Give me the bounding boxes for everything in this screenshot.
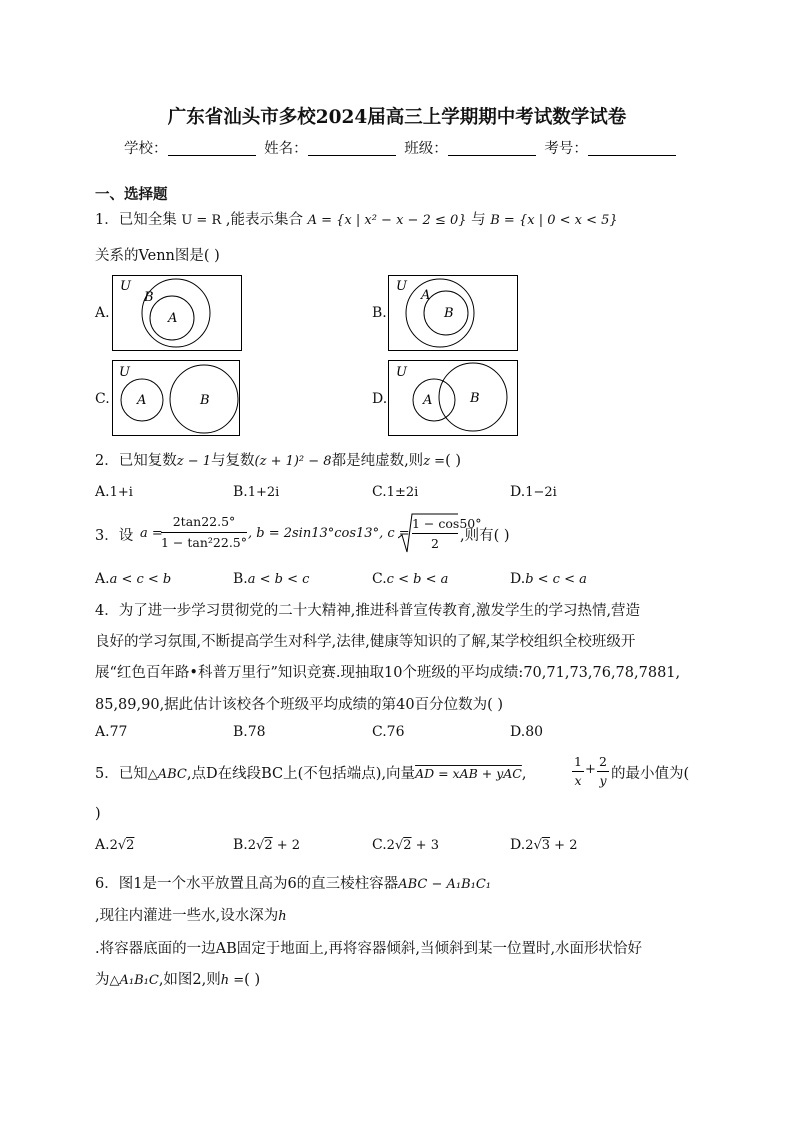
q2-expr-3: z = <box>423 454 446 469</box>
question-1-line-2: 关系的Venn图是( ) <box>95 248 220 264</box>
q1-text-mid: ,能表示集合 <box>225 212 303 228</box>
q5-tail-2: ) <box>95 806 101 822</box>
q5-option-c: C.2√2 + 3 <box>372 837 439 853</box>
question-6-line-1 <box>95 872 491 893</box>
q2-expr-2: (z + 1)² − 8 <box>254 454 332 469</box>
q2-text-2: 与复数 <box>211 453 255 469</box>
exam-number-label: 考号： <box>544 141 588 157</box>
q6-text-4b: ,如图2,则 <box>158 972 221 988</box>
q4-option-c: C.76 <box>372 724 405 740</box>
q5-frac1-bar <box>572 771 584 772</box>
q6-triangle: △A₁B₁C <box>109 973 159 988</box>
q2-text-3: 都是纯虚数,则 <box>331 453 424 469</box>
q5-option-b: B.2√2 + 2 <box>233 837 301 853</box>
q2-text-4: ( ) <box>445 453 461 469</box>
q4-option-d: D.80 <box>510 724 544 740</box>
question-2 <box>95 449 461 470</box>
q5-text-2: ,点D在线段BC上(不包括端点),向量 <box>186 766 416 782</box>
q3-option-a: A.a < c < b <box>95 571 172 587</box>
q4-option-a: A.77 <box>95 724 128 740</box>
q5-frac2-bar <box>597 771 609 772</box>
q5-option-d: D.2√3 + 2 <box>510 837 578 853</box>
question-4-line-2: 良好的学习氛围,不断提高学生对科学,法律,健康等知识的了解,某学校组织全校班级开 <box>95 634 636 650</box>
venn-c-label-a: A <box>137 393 147 408</box>
q6-h: h <box>278 909 287 924</box>
question-6-line-4 <box>95 968 260 989</box>
q6-prism: ABC − A₁B₁C₁ <box>398 877 491 892</box>
venn-d-label-u: U <box>396 365 407 380</box>
q3-a-fraction-bar <box>161 532 247 533</box>
q6-text-4c: ( ) <box>244 972 261 988</box>
question-6-line-3: .将容器底面的一边AB固定于地面上,再将容器倾斜,当倾斜到某一位置时,水面形状恰好 <box>95 941 643 957</box>
option-b-label: B. <box>372 305 387 321</box>
q5-vector-eq: AD = xAB + yAC <box>415 766 522 781</box>
q3-a-denominator: 1 − tan²22.5° <box>161 535 247 550</box>
venn-d-label-a: A <box>423 393 433 408</box>
q3-c-denominator: 2 <box>431 536 439 551</box>
q3-c-numerator: 1 − cos50° <box>412 516 482 531</box>
school-blank <box>168 141 256 156</box>
q2-option-c: C.1±2i <box>372 484 419 500</box>
q3-option-d: D.b < c < a <box>510 571 587 587</box>
q3-c-fraction-bar <box>412 533 458 534</box>
question-4-line-4: 85,89,90,据此估计该校各个班级平均成绩的第40百分位数为( ) <box>95 697 504 713</box>
q5-triangle: △ABC <box>147 767 187 782</box>
venn-b-label-outer: A <box>421 288 431 303</box>
q5-sep: , <box>521 766 527 782</box>
venn-diagram-a <box>112 275 242 351</box>
q2-option-a: A.1+i <box>95 484 133 500</box>
venn-diagram-b <box>388 275 518 351</box>
venn-a-label-outer: B <box>144 290 154 305</box>
q5-plus: + <box>585 762 596 777</box>
class-label: 班级： <box>404 141 448 157</box>
option-d-label: D. <box>372 391 388 407</box>
q6-h-eq: h = <box>220 973 245 988</box>
name-blank <box>308 141 396 156</box>
exam-number-blank <box>588 141 676 156</box>
q5-frac1-num: 1 <box>574 754 582 769</box>
venn-a-label-u: U <box>120 279 131 294</box>
question-3-lead: 3．设 <box>95 528 134 544</box>
venn-a-label-inner: A <box>168 311 178 326</box>
q2-option-b: B.1+2i <box>233 484 280 500</box>
q5-text-1: 5．已知 <box>95 766 148 782</box>
q3-b-expr: , b = 2sin13°cos13°, c = <box>248 526 410 541</box>
question-6-line-2 <box>95 904 287 925</box>
q5-tail: 的最小值为( <box>611 766 690 782</box>
option-c-label: C. <box>95 391 110 407</box>
q3-a-numerator: 2tan22.5° <box>172 514 236 529</box>
question-5 <box>95 762 526 783</box>
q2-text-1: 2．已知复数 <box>95 453 177 469</box>
class-blank <box>448 141 536 156</box>
option-a-label: A. <box>95 305 110 321</box>
q3-a-lhs: a = <box>140 526 163 541</box>
q5-frac2-den: y <box>599 773 607 788</box>
q2-expr-1: z − 1 <box>176 454 212 469</box>
page-title: 广东省汕头市多校2024届高三上学期期中考试数学试卷 <box>167 107 627 128</box>
question-4-line-1: 4．为了进一步学习贯彻党的二十大精神,推进科普宣传教育,激发学生的学习热情,营造 <box>95 603 641 619</box>
q3-option-b: B.a < b < c <box>233 571 310 587</box>
question-1-line-1 <box>95 208 618 229</box>
q4-option-b: B.78 <box>233 724 266 740</box>
q1-text-and: 与 <box>471 212 486 228</box>
q1-text: 1．已知全集 <box>95 212 177 228</box>
student-info-row <box>124 137 680 158</box>
venn-b-label-inner: B <box>444 306 454 321</box>
q2-option-d: D.1−2i <box>510 484 557 500</box>
q1-set-b: B = {x | 0 < x < 5} <box>490 213 618 228</box>
school-label: 学校： <box>124 141 168 157</box>
q6-text-2: ,现往内灌进一些水,设水深为 <box>95 908 279 924</box>
q6-text-1: 6．图1是一个水平放置且高为6的直三棱柱容器 <box>95 876 399 892</box>
q6-text-4a: 为 <box>95 972 110 988</box>
venn-c-label-b: B <box>200 393 210 408</box>
question-4-line-3: 展“红色百年路•科普万里行”知识竞赛.现抽取10个班级的平均成绩:70,71,73,76,78,7881, <box>95 665 681 681</box>
q3-tail: ,则有( ) <box>460 528 510 544</box>
q5-frac1-den: x <box>574 773 582 788</box>
name-label: 姓名： <box>264 141 308 157</box>
q5-option-a: A.2√2 <box>95 837 135 853</box>
venn-diagram-d <box>388 360 518 436</box>
venn-b-label-u: U <box>396 279 407 294</box>
q3-option-c: C.c < b < a <box>372 571 449 587</box>
venn-c-label-u: U <box>119 365 130 380</box>
q5-frac2-num: 2 <box>599 754 607 769</box>
section-heading: 一、选择题 <box>95 186 168 203</box>
q1-set-a: A = {x | x² − x − 2 ≤ 0} <box>307 213 467 228</box>
venn-d-label-b: B <box>470 391 480 406</box>
venn-diagram-c <box>112 360 240 436</box>
q1-universal-set: U = R <box>181 213 222 228</box>
